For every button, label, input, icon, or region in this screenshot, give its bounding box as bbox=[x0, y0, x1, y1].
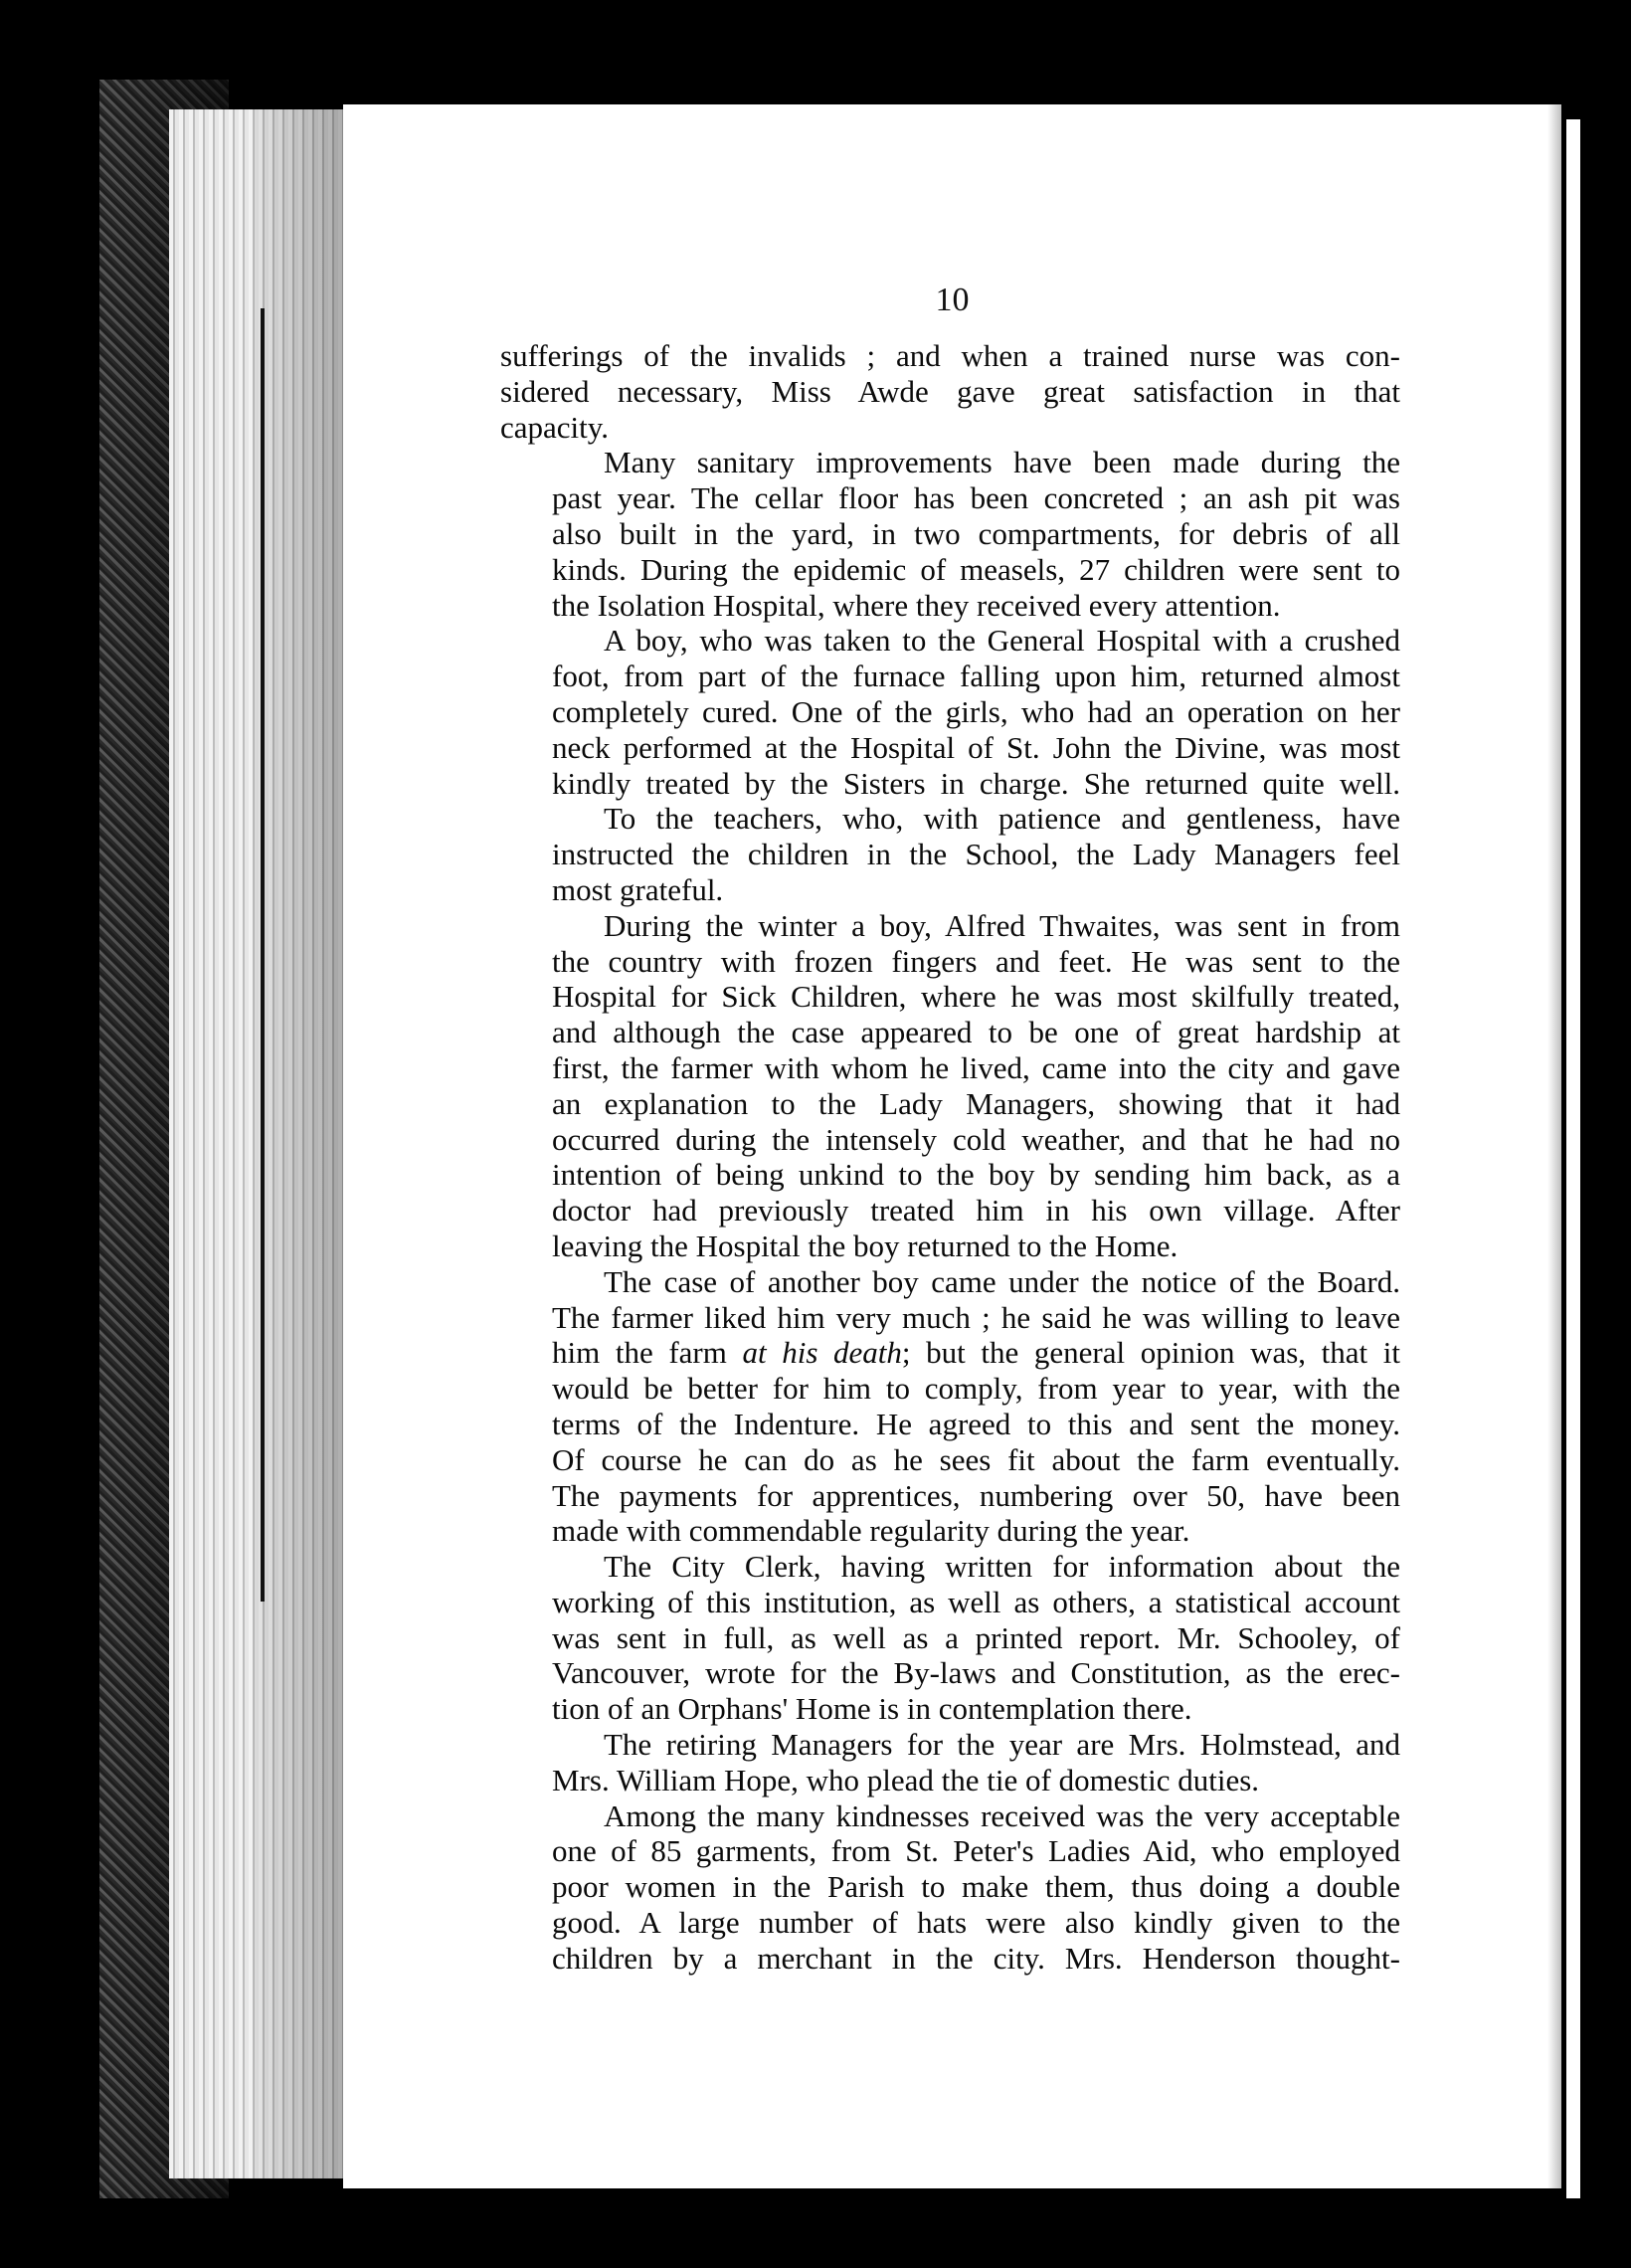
text-line: poor women in the Parish to make them, thus doing a double bbox=[552, 1869, 1400, 1905]
text-line: neck performed at the Hospital of St. John the Divine, was most bbox=[552, 729, 1400, 765]
text-line: occurred during the intensely cold weather, and that he had no bbox=[552, 1121, 1400, 1157]
paragraph bbox=[500, 801, 1400, 907]
text-line: Hospital for Sick Children, where he was most skilfully treated, bbox=[552, 979, 1400, 1015]
italic-phrase: at his death bbox=[742, 1335, 902, 1371]
text-line: foot, from part of the furnace falling upon him, returned almost bbox=[552, 659, 1400, 694]
body-text bbox=[500, 338, 1400, 1977]
text-line: To the teachers, who, with patience and gentleness, have bbox=[604, 801, 1400, 837]
text-line: sidered necessary, Miss Awde gave great satisfaction in that bbox=[500, 373, 1400, 409]
gutter-line bbox=[261, 308, 265, 1602]
text-line: an explanation to the Lady Managers, showing that it had bbox=[552, 1085, 1400, 1121]
text-line: sufferings of the invalids ; and when a trained nurse was con- bbox=[500, 338, 1400, 373]
text-line: was sent in full, as well as a printed report. Mr. Schooley, of bbox=[552, 1619, 1400, 1655]
text-line: first, the farmer with whom he lived, came into the city and gave bbox=[552, 1049, 1400, 1085]
text-line: doctor had previously treated him in his own village. After bbox=[552, 1193, 1400, 1228]
page-number: 10 bbox=[935, 282, 970, 318]
paragraph bbox=[500, 623, 1400, 801]
text-line: the Isolation Hospital, where they received every attention. bbox=[552, 587, 1281, 623]
paragraph bbox=[500, 1549, 1400, 1727]
text-line: intention of being unkind to the boy by sending him back, as a bbox=[552, 1157, 1400, 1193]
text-line: and although the case appeared to be one of great hardship at bbox=[552, 1015, 1400, 1050]
text-line: leaving the Hospital the boy returned to the Home. bbox=[552, 1228, 1178, 1263]
text-line: one of 85 garments, from St. Peter's Ladies Aid, who employed bbox=[552, 1833, 1400, 1869]
text-line: working of this institution, as well as others, a statistical account bbox=[552, 1584, 1400, 1619]
text-line: The farmer liked him very much ; he said he was willing to leave bbox=[552, 1299, 1400, 1335]
paragraph bbox=[500, 445, 1400, 623]
text-line: Mrs. William Hope, who plead the tie of domestic duties. bbox=[552, 1762, 1260, 1797]
text-line: good. A large number of hats were also kindly given to the bbox=[552, 1905, 1400, 1941]
text-line: the country with frozen fingers and feet. He was sent to the bbox=[552, 943, 1400, 979]
text-fragment: ; but the general opinion was, that it bbox=[901, 1335, 1400, 1371]
text-line: tion of an Orphans' Home is in contemplation there. bbox=[552, 1691, 1192, 1727]
text-line: The case of another boy came under the notice of the Board. bbox=[604, 1263, 1400, 1299]
text-line: During the winter a boy, Alfred Thwaites, was sent in from bbox=[604, 907, 1400, 943]
text-line: kinds. During the epidemic of measels, 27 children were sent to bbox=[552, 551, 1400, 587]
adjacent-page-edge bbox=[1566, 119, 1580, 2198]
text-fragment: him the farm bbox=[552, 1335, 727, 1371]
text-line: most grateful. bbox=[552, 871, 724, 907]
text-line: would be better for him to comply, from year to year, with the bbox=[552, 1371, 1400, 1407]
paragraph bbox=[500, 338, 1400, 445]
text-line: Of course he can do as he sees fit about the farm eventually. bbox=[552, 1441, 1400, 1477]
text-line: Vancouver, wrote for the By-laws and Constitution, as the erec- bbox=[552, 1655, 1400, 1691]
text-line: made with commendable regularity during the year. bbox=[552, 1513, 1190, 1549]
book-page bbox=[343, 104, 1561, 2188]
text-line: completely cured. One of the girls, who had an operation on her bbox=[552, 693, 1400, 729]
text-line: The retiring Managers for the year are Mrs. Holmstead, and bbox=[604, 1727, 1400, 1763]
text-line: terms of the Indenture. He agreed to this and sent the money. bbox=[552, 1406, 1400, 1441]
page-edge-shadow bbox=[1547, 104, 1561, 2188]
text-line: The City Clerk, having written for information about the bbox=[604, 1549, 1400, 1585]
text-line: instructed the children in the School, the Lady Managers feel bbox=[552, 837, 1400, 872]
text-line: past year. The cellar floor has been concreted ; an ash pit was bbox=[552, 480, 1400, 516]
text-line: also built in the yard, in two compartments, for debris of all bbox=[552, 515, 1400, 551]
paragraph bbox=[500, 1727, 1400, 1798]
text-line: The payments for apprentices, numbering over 50, have been bbox=[552, 1477, 1400, 1513]
text-line: Many sanitary improvements have been made during the bbox=[604, 445, 1400, 480]
paragraph bbox=[500, 1798, 1400, 1977]
paragraph bbox=[500, 1264, 1400, 1549]
text-line: capacity. bbox=[500, 409, 609, 445]
text-line: A boy, who was taken to the General Hospital with a crushed bbox=[604, 623, 1400, 659]
text-line-with-italic bbox=[500, 1335, 1400, 1371]
text-line: children by a merchant in the city. Mrs. Henderson thought- bbox=[552, 1940, 1400, 1976]
paragraph bbox=[500, 908, 1400, 1264]
text-line: Among the many kindnesses received was the very acceptable bbox=[604, 1797, 1400, 1833]
text-line: kindly treated by the Sisters in charge. She returned quite well. bbox=[552, 765, 1400, 801]
